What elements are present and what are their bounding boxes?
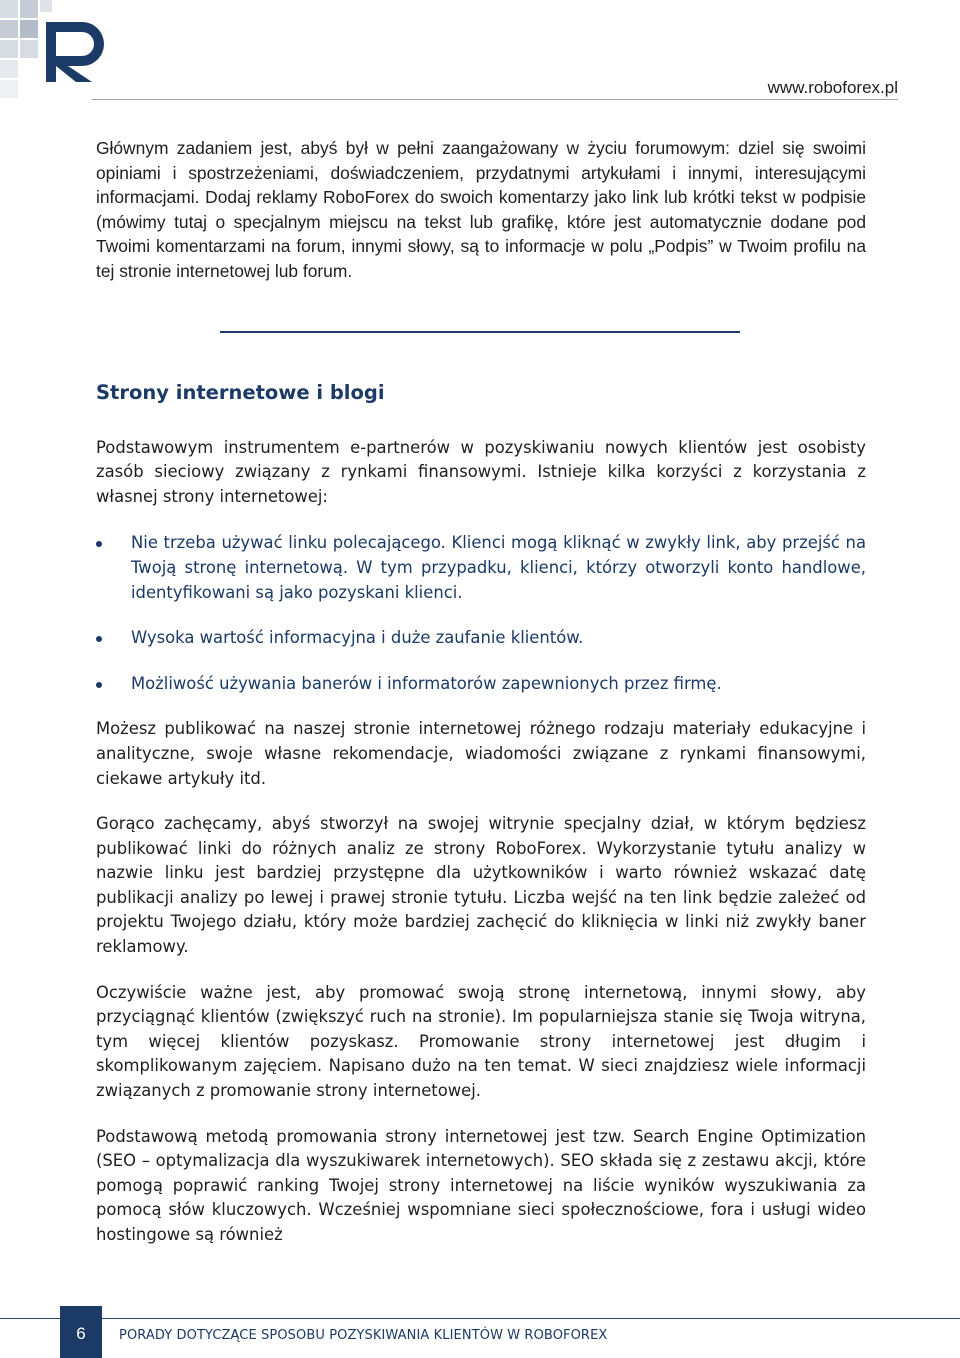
bullet-icon xyxy=(96,636,102,642)
list-item xyxy=(96,531,866,605)
roboforex-logo xyxy=(0,0,110,110)
list-item-text: Wysoka wartość informacyjna i duże zaufanie klientów. xyxy=(131,628,584,648)
list-item-text: Możliwość używania banerów i informatorów zapewnionych przez firmę. xyxy=(131,673,722,693)
body-paragraph: Podstawową metodą promowania strony internetowej jest tzw. Search Engine Optimization (SEO – optymalizacja dla wyszukiwarek internetowych). SEO składa się z zestawu akcji, które pomogą poprawić ranking Twojej strony internetowej na liście wyników wyszukiwania za pomocą słów kluczowych. Wcześniej wspomniane sieci społecznościowe, fora i usługi wideo hostingowe są również xyxy=(96,1126,866,1244)
section-divider xyxy=(220,331,740,333)
site-url[interactable]: www.roboforex.pl xyxy=(767,78,898,97)
footer-rule xyxy=(0,1318,960,1319)
header-rule xyxy=(92,99,898,100)
benefits-list xyxy=(96,531,866,696)
body-paragraph: Oczywiście ważne jest, aby promować swoją stronę internetową, innymi słowy, aby przyciągnąć klientów (zwiększyć ruch na stronie). Im popularniejsza stanie się Twoja witryna, tym więcej klientów pozyskasz. Promowanie strony internetowej jest długim i skomplikowanym zajęciem. Napisano dużo na ten temat. W sieci znajdziesz wiele informacji związanych z promowanie strony internetowej. xyxy=(96,982,866,1101)
bullet-icon xyxy=(96,541,102,547)
intro-paragraph: Głównym zadaniem jest, abyś był w pełni zaangażowany w życiu forumowym: dziel się swoimi opiniami i spostrzeżeniami, doświadczeniem, przydatnymi artykułami i innymi, interesującymi informacjami. Dodaj reklamy RoboForex do swoich komentarzy jako link lub krótki tekst w podpisie (mówimy tutaj o specjalnym miejscu na tekst lub grafikę, które jest automatycznie dodane pod Twoimi komentarzami na forum, innymi słowy, są to informacje w polu „Podpis” w Twoim profilu na tej stronie internetowej lub forum. xyxy=(96,138,866,281)
section-lead-paragraph: Podstawowym instrumentem e-partnerów w pozyskiwaniu nowych klientów jest osobisty zasób sieciowy związany z rynkami finansowymi. Istnieje kilka korzyści z korzystania z własnej strony internetowej: xyxy=(96,437,866,506)
page-content xyxy=(96,136,866,1248)
page-number: 6 xyxy=(76,1324,86,1343)
body-paragraph: Gorąco zachęcamy, abyś stworzył na swojej witrynie specjalny dział, w którym będziesz publikować linki do różnych analiz ze strony RoboForex. Wykorzystanie tytułu analizy w nazwie linku jest bardziej przystępne dla użytkowników i warto również wskazać datę publikacji analizy po lewej i prawej stronie tytułu. Liczba wejść na ten link będzie zależeć od projektu Twojego działu, który może bardziej zachęcić do kliknięcia w linki niż zwykły baner reklamowy. xyxy=(96,814,866,957)
list-item xyxy=(96,626,866,651)
body-paragraph: Możesz publikować na naszej stronie internetowej różnego rodzaju materiały edukacyjne i analityczne, swoje własne rekomendacje, wiadomości związane z rynkami finansowymi, ciekawe artykuły itd. xyxy=(96,719,866,788)
footer-title: PORADY DOTYCZĄCE SPOSOBU POZYSKIWANIA KLIENTÓW W ROBOFOREX xyxy=(119,1328,608,1343)
section-title: Strony internetowe i blogi xyxy=(96,380,385,404)
list-item xyxy=(96,672,866,697)
bullet-icon xyxy=(96,682,102,688)
list-item-text: Nie trzeba używać linku polecającego. Klienci mogą kliknąć w zwykły link, aby przejść na Twoją stronę internetową. W tym przypadku, klienci, którzy otworzyli konto handlowe, identyfikowani są jako pozyskani klienci. xyxy=(131,533,866,602)
